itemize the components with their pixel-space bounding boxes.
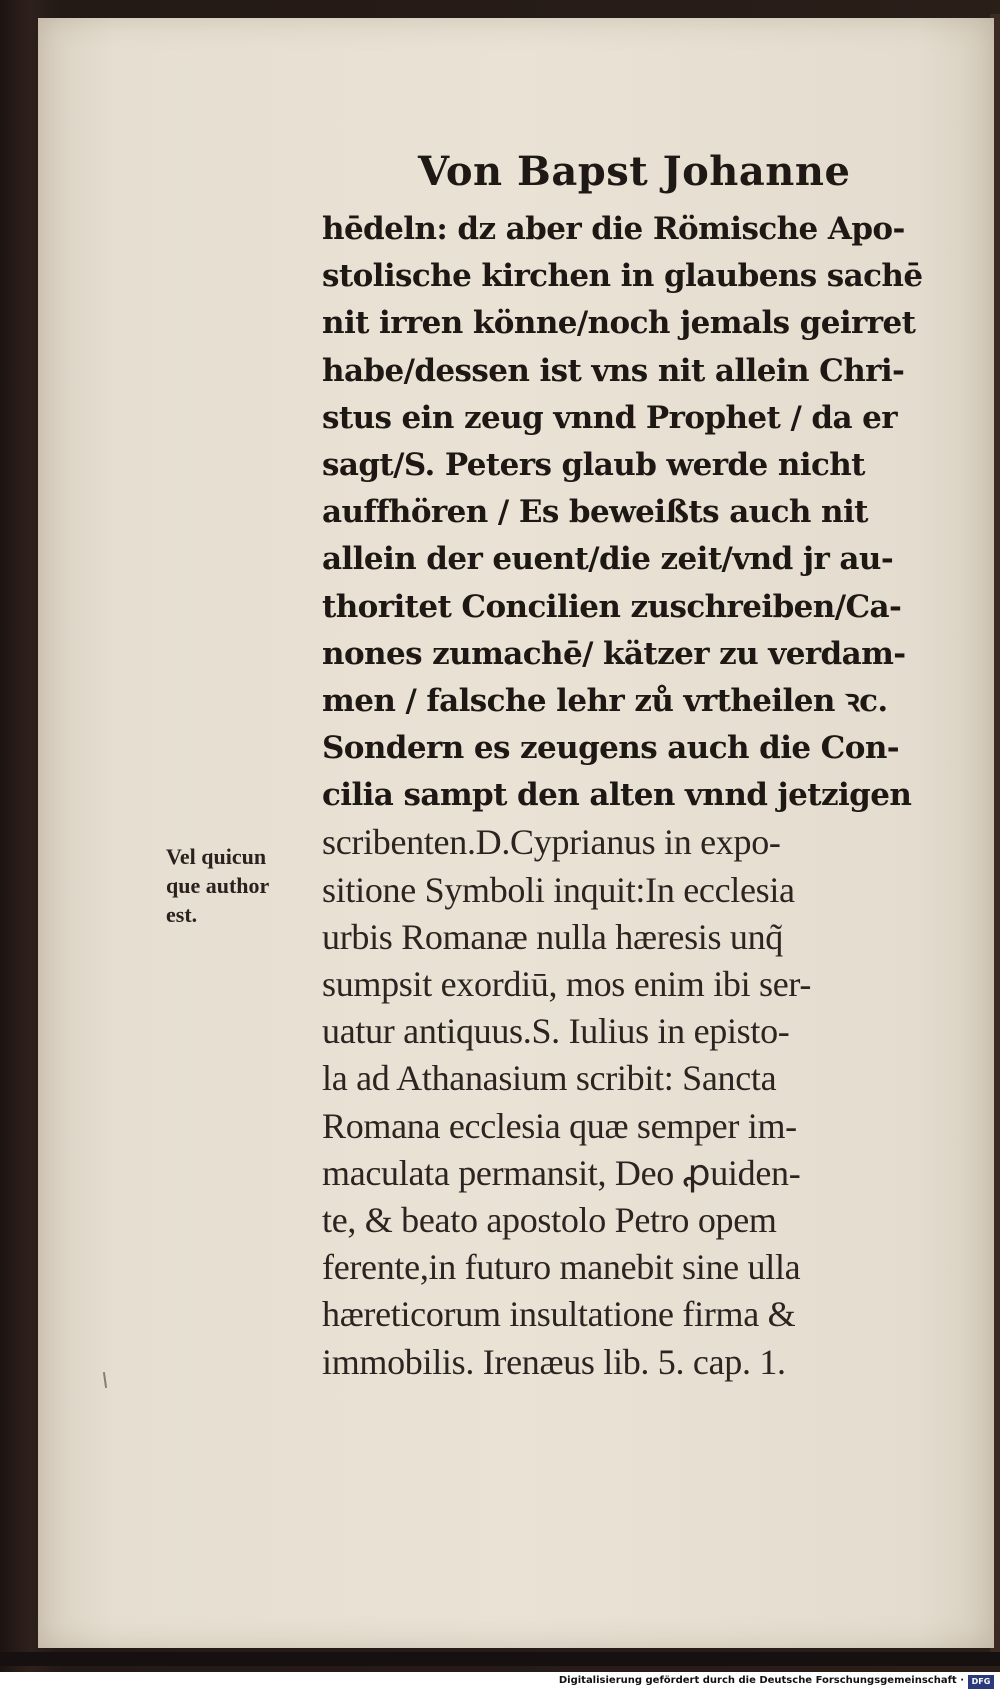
text-line: Sondern es zeugens auch die Con- <box>322 730 900 767</box>
text-line: urbis Romanæ nulla hæresis unq̃ <box>322 916 783 957</box>
text-line: maculata permansit, Deo ꝓuiden- <box>322 1152 801 1193</box>
marginal-note-line: est. <box>166 902 198 927</box>
text-line: uatur antiquus.S. Iulius in episto- <box>322 1011 790 1052</box>
text-line: sitione Symboli inquit:In ecclesia <box>322 869 795 910</box>
footer-credit: Digitalisierung gefördert durch die Deutsche Forschungsgemeinschaft · <box>558 1675 964 1686</box>
text-line: hēdeln: dz aber die Römische Apo- <box>322 211 905 247</box>
text-line: sumpsit exordiū, mos enim ibi ser- <box>322 964 812 1004</box>
text-line: allein der euent/die zeit/vnd jr au- <box>322 541 894 578</box>
text-line: stolische kirchen in glaubens sachē <box>322 258 923 295</box>
scan-bottom-edge <box>0 1652 1000 1666</box>
text-line: habe/dessen ist vns nit allein Chri- <box>322 352 905 389</box>
text-line: nones zumachē/ kätzer zu verdam- <box>322 635 906 672</box>
text-line: thoritet Concilien zuschreiben/Ca- <box>322 588 902 625</box>
text-line: cilia sampt den alten vnnd jetzigen <box>322 777 912 814</box>
digitization-footer <box>0 1672 1000 1694</box>
running-head: Von Bapst Johanne <box>418 148 851 195</box>
marginal-note-line: Vel quicun <box>166 844 267 869</box>
text-line: la ad Athanasium scribit: Sancta <box>322 1058 777 1099</box>
text-line: auffhören / Es beweißts auch nit <box>322 494 868 531</box>
text-line: ferente,in futuro manebit sine ulla <box>322 1247 801 1288</box>
text-line: stus ein zeug vnnd Prophet / da er <box>322 399 897 436</box>
text-line: sagt/S. Peters glaub werde nicht <box>322 446 865 483</box>
text-line: immobilis. Irenæus lib. 5. cap. 1. <box>322 1341 786 1382</box>
main-text-block <box>322 206 962 1386</box>
text-line: hæreticorum insultatione firma & <box>322 1294 796 1335</box>
text-line: men / falsche lehr zů vrtheilen ꝛc. <box>322 682 888 719</box>
text-line: te, & beato apostolo Petro opem <box>322 1199 777 1240</box>
text-line: scribenten.D.Cyprianus in expo- <box>322 822 781 863</box>
text-line: Romana ecclesia quæ semper im- <box>322 1105 797 1146</box>
marginal-note-line: que author <box>166 873 270 898</box>
dfg-logo: DFG <box>968 1675 994 1689</box>
text-line: nit irren könne/noch jemals geirret <box>322 305 916 342</box>
marginal-note <box>166 842 316 929</box>
